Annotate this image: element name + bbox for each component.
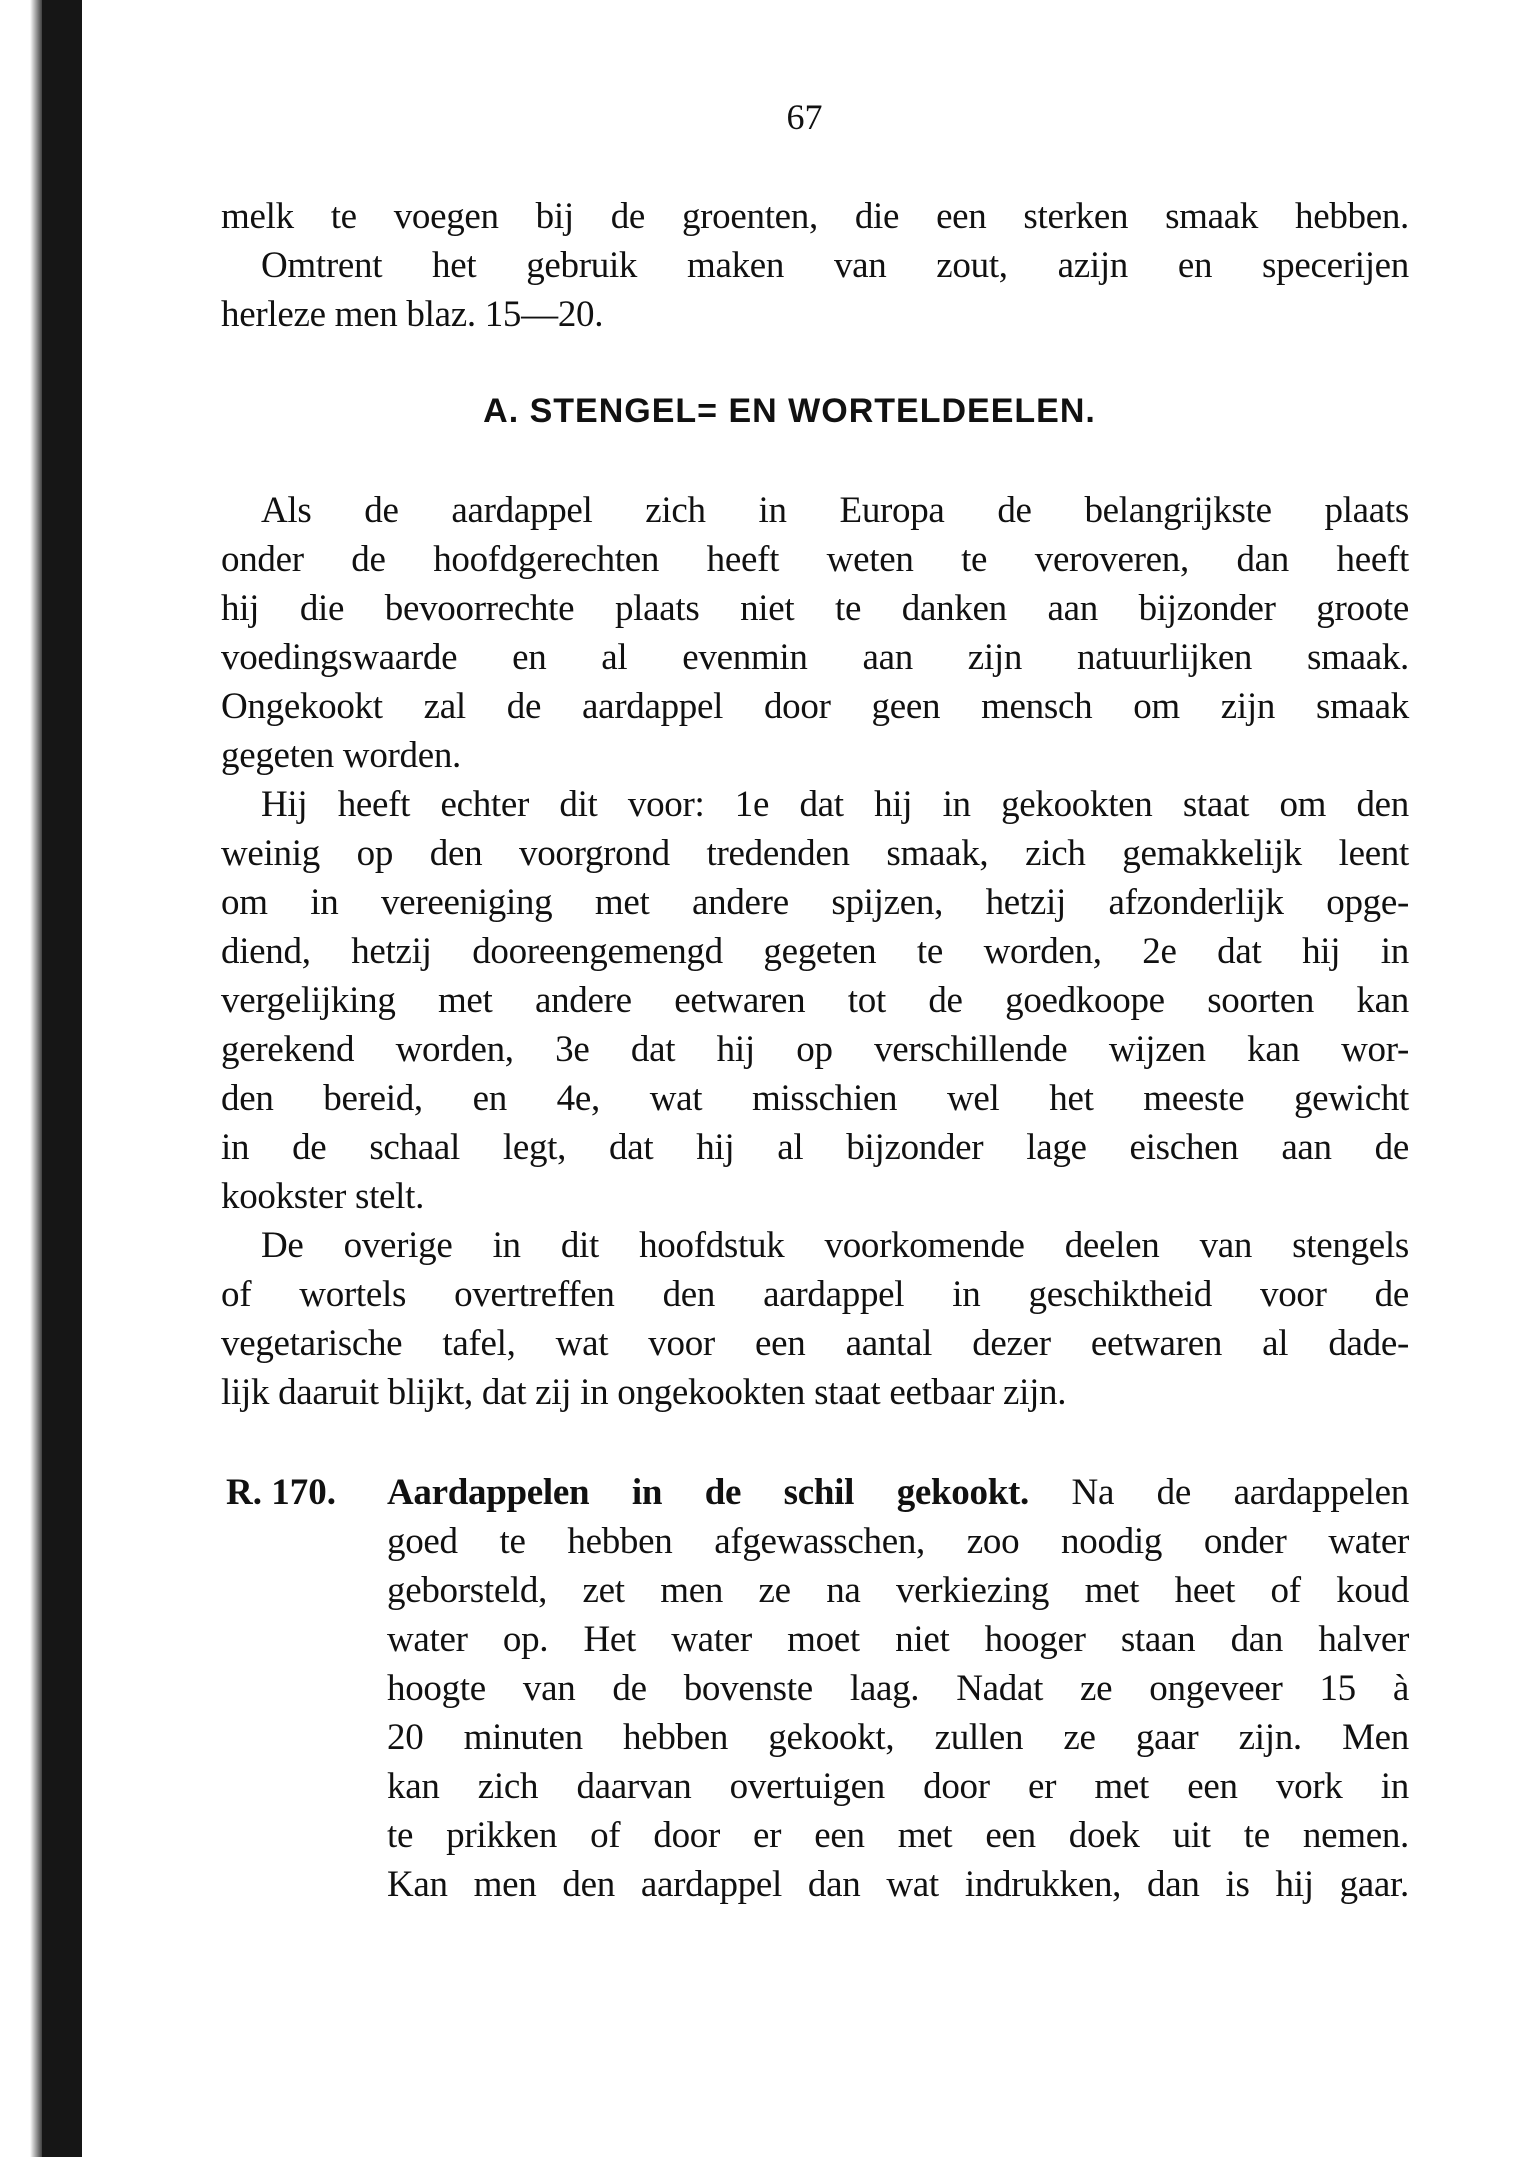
text-line: te prikken of door er een met een doek uit te nemen. [387,1815,1409,1856]
text-line: melk te voegen bij de groenten, die een sterken smaak hebben. [221,196,1409,237]
text-line: kan zich daarvan overtuigen door er met een vork in [387,1766,1409,1807]
text-line: De overige in dit hoofdstuk voorkomende deelen van stengels [261,1225,1409,1266]
recipe-number: R. 170. [226,1472,336,1513]
text-line: voedingswaarde en al evenmin aan zijn natuurlijken smaak. [221,637,1409,678]
text-line: gerekend worden, 3e dat hij op verschillende wijzen kan wor- [221,1029,1409,1070]
text-line: vegetarische tafel, wat voor een aantal dezer eetwaren al dade- [221,1323,1409,1364]
text-line: kookster stelt. [221,1176,425,1217]
text-line: herleze men blaz. 15—20. [221,294,604,335]
text-fragment: Na de aardappelen [1028,1472,1409,1513]
scan-binding-edge [42,0,82,2157]
text-line: hij die bevoorrechte plaats niet te danken aan bijzonder groote [221,588,1409,629]
recipe-first-line [387,1468,1409,1517]
text-line: onder de hoofdgerechten heeft weten te veroveren, dan heeft [221,539,1409,580]
page-number: 67 [786,97,823,137]
text-line: water op. Het water moet niet hooger staan dan halver [387,1619,1409,1660]
text-line: Hij heeft echter dit voor: 1e dat hij in gekookten staat om den [261,784,1409,825]
text-line: Als de aardappel zich in Europa de belangrijkste plaats [261,490,1409,531]
recipe-body [387,1468,1409,1909]
text-line: Ongekookt zal de aardappel door geen mensch om zijn smaak [221,686,1409,727]
text-line: den bereid, en 4e, wat misschien wel het meeste gewicht [221,1078,1409,1119]
text-line: of wortels overtreffen den aardappel in geschiktheid voor de [221,1274,1409,1315]
text-line: goed te hebben afgewasschen, zoo noodig onder water [387,1521,1409,1562]
text-line: 20 minuten hebben gekookt, zullen ze gaar zijn. Men [387,1717,1409,1758]
text-line: om in vereeniging met andere spijzen, hetzij afzonderlijk opge- [221,882,1409,923]
text-line: vergelijking met andere eetwaren tot de goedkoope soorten kan [221,980,1409,1021]
text-line: Kan men den aardappel dan wat indrukken, dan is hij gaar. [387,1864,1409,1905]
text-line: weinig op den voorgrond tredenden smaak, zich gemakkelijk leent [221,833,1409,874]
text-line: gegeten worden. [221,735,462,776]
text-line: in de schaal legt, dat hij al bijzonder lage eischen aan de [221,1127,1409,1168]
text-line: lijk daaruit blijkt, dat zij in ongekookten staat eetbaar zijn. [221,1372,1067,1413]
paragraph-intro [221,192,1409,339]
text-line: Omtrent het gebruik maken van zout, azijn en specerijen [261,245,1409,286]
text-line: hoogte van de bovenste laag. Nadat ze ongeveer 15 à [387,1668,1409,1709]
section-heading: A. STENGEL= EN WORTELDEELEN. [483,392,1096,430]
text-line: geborsteld, zet men ze na verkiezing met heet of koud [387,1570,1409,1611]
paragraph-potato [221,486,1409,1417]
recipe-title: Aardappelen in de schil gekookt. [387,1472,1029,1513]
text-line: diend, hetzij dooreengemengd gegeten te worden, 2e dat hij in [221,931,1409,972]
